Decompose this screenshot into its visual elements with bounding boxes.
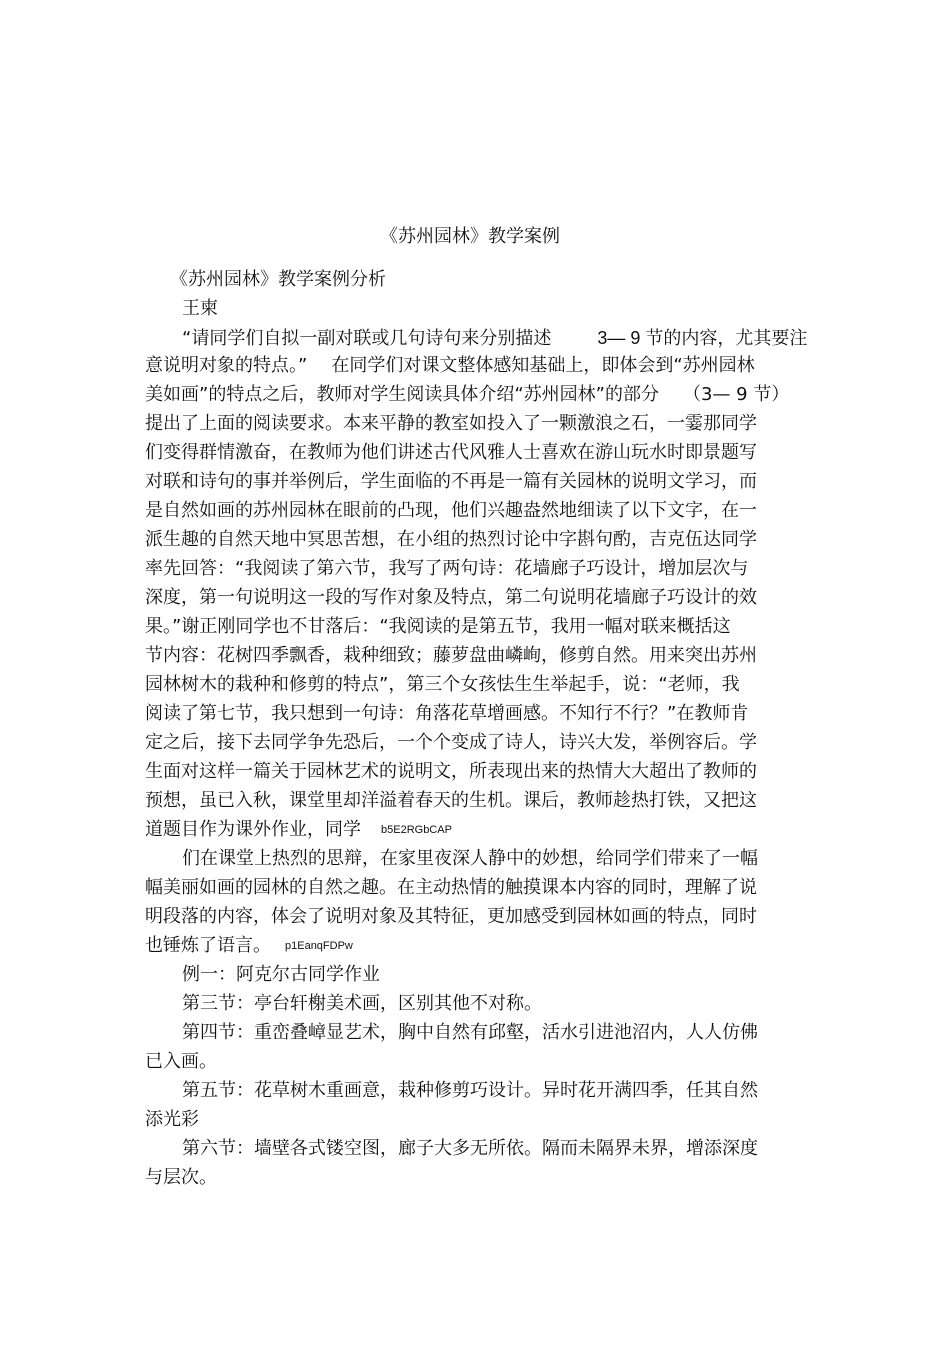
body-line <box>182 327 807 350</box>
body-line: 生面对这样一篇关于园林艺术的说明文，所表现出来的热情大大超出了教师的 <box>145 761 757 782</box>
body-line: 们在课堂上热烈的思辩，在家里夜深人静中的妙想，给同学们带来了一幅 <box>182 848 758 869</box>
body-text: 美如画”的特点之后，教师对学生阅读具体介绍“苏州园林”的部分 <box>145 384 659 405</box>
body-line: 们变得群情激奋，在教师为他们讲述古代风雅人士喜欢在游山玩水时即景题写 <box>145 442 757 463</box>
example-line: 第四节：重峦叠嶂显艺术，胸中自然有邱壑，活水引进池沼内，人人仿佛 <box>182 1022 758 1043</box>
body-text: （3— 9 节） <box>682 384 790 405</box>
body-line: 派生趣的自然天地中冥思苦想，在小组的热烈讨论中字斟句酌，吉克伍达同学 <box>145 529 757 550</box>
body-line: 阅读了第七节，我只想到一句诗：角落花草增画感。不知行不行？”在教师肯 <box>145 703 749 724</box>
document-subtitle: 《苏州园林》教学案例分析 <box>170 269 386 290</box>
body-text: 在同学们对课文整体感知基础上，即体会到“苏州园林 <box>331 355 755 376</box>
body-text: 意说明对象的特点。” <box>145 355 308 376</box>
document-title: 《苏州园林》教学案例 <box>380 226 560 247</box>
body-line: 预想，虽已入秋，课堂里却洋溢着春天的生机。课后，教师趁热打铁，又把这 <box>145 790 757 811</box>
example-line: 第六节：墙壁各式镂空图，廊子大多无所依。隔而未隔界未界，增添深度 <box>182 1138 758 1159</box>
example-line: 添光彩 <box>145 1109 199 1130</box>
body-line <box>145 384 789 406</box>
body-line: 对联和诗句的事并举例后，学生面临的不再是一篇有关园林的说明文学习，而 <box>145 471 757 492</box>
body-line: 提出了上面的阅读要求。本来平静的教室如投入了一颗激浪之石，一霎那同学 <box>145 413 757 434</box>
body-line: 是自然如画的苏州园林在眼前的凸现，他们兴趣盎然地细读了以下文字，在一 <box>145 500 757 521</box>
author-name: 王柬 <box>182 298 218 319</box>
body-line <box>145 935 353 957</box>
body-line: 率先回答：“我阅读了第六节，我写了两句诗：花墙廊子巧设计，增加层次与 <box>145 558 749 579</box>
body-text: 3— 9 节的内容，尤其要注 <box>597 328 808 348</box>
example-line: 与层次。 <box>145 1167 217 1188</box>
watermark-code: p1EanqFDPw <box>285 940 353 952</box>
body-text: 也锤炼了语言。 <box>145 935 271 956</box>
body-text: “请同学们自拟一副对联或几句诗句来分别描述 <box>182 328 552 349</box>
watermark-code: b5E2RGbCAP <box>381 824 452 836</box>
body-line: 幅美丽如画的园林的自然之趣。在主动热情的触摸课本内容的同时，理解了说 <box>145 877 757 898</box>
example-heading: 例一：阿克尔古同学作业 <box>182 964 380 985</box>
body-line: 节内容：花树四季飘香，栽种细致；藤萝盘曲嶙峋，修剪自然。用来突出苏州 <box>145 645 757 666</box>
body-line: 定之后，接下去同学争先恐后，一个个变成了诗人，诗兴大发，举例容后。学 <box>145 732 757 753</box>
body-line: 果。”谢正刚同学也不甘落后：“我阅读的是第五节，我用一幅对联来概括这 <box>145 616 731 637</box>
example-line: 第五节：花草树木重画意，栽种修剪巧设计。异时花开满四季，任其自然 <box>182 1080 758 1101</box>
body-line: 园林树木的栽种和修剪的特点”，第三个女孩怯生生举起手，说：“老师，我 <box>145 674 740 695</box>
body-text: 道题目作为课外作业，同学 <box>145 819 361 840</box>
example-line: 第三节：亭台轩榭美术画，区别其他不对称。 <box>182 993 542 1014</box>
body-line: 深度，第一句说明这一段的写作对象及特点，第二句说明花墙廊子巧设计的效 <box>145 587 757 608</box>
body-line: 明段落的内容，体会了说明对象及其特征，更加感受到园林如画的特点，同时 <box>145 906 757 927</box>
body-line <box>145 819 452 841</box>
body-line <box>145 355 755 377</box>
example-line: 已入画。 <box>145 1051 217 1072</box>
